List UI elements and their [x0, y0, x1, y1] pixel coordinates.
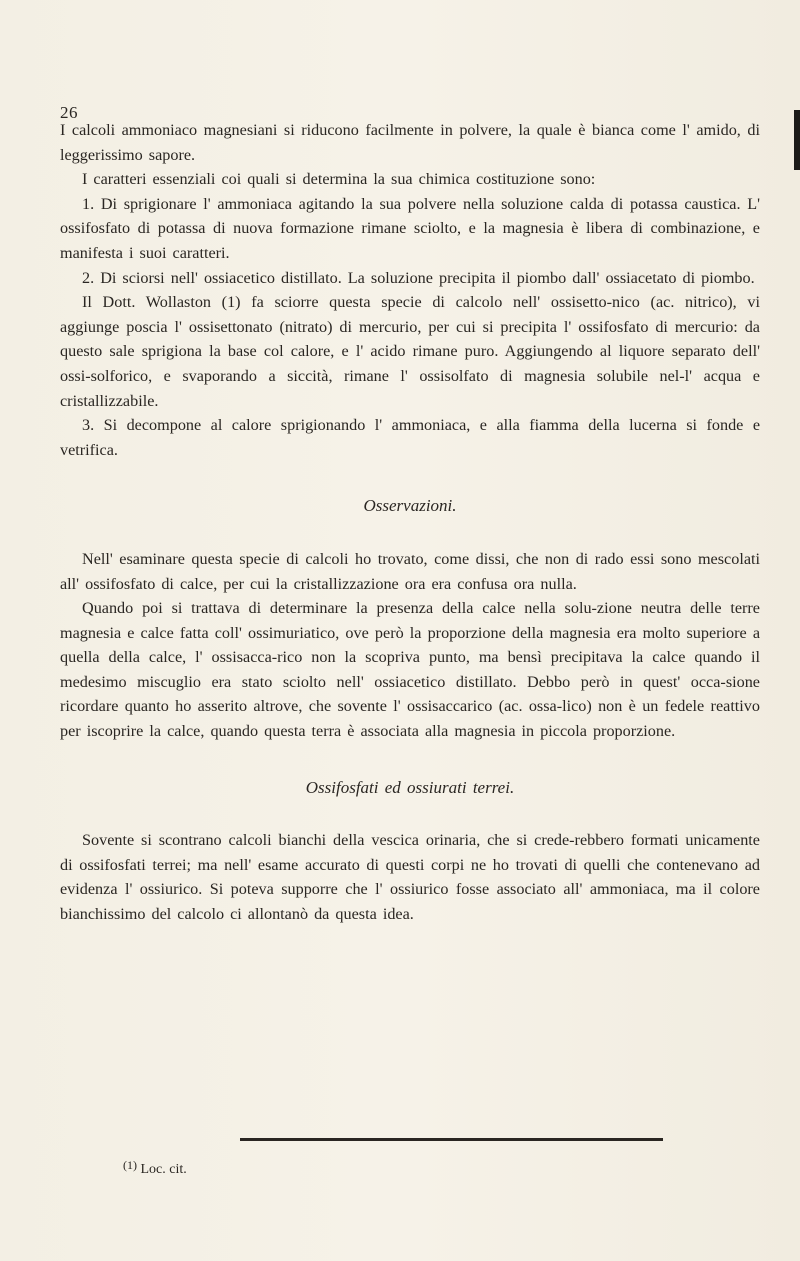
- paragraph: I calcoli ammoniaco magnesiani si riducono facilmente in polvere, la quale è bianca come l' amido, di leggerissimo sapore.: [60, 121, 760, 164]
- paragraph: 3. Si decompone al calore sprigionando l' ammoniaca, e alla fiamma della lucerna si fonde e vetrifica.: [60, 416, 760, 459]
- footnote-mark: (1): [123, 1158, 137, 1172]
- page-number: 26: [60, 103, 78, 122]
- footnote-rule: [240, 1138, 663, 1141]
- paragraph: I caratteri essenziali coi quali si determina la sua chimica costituzione sono:: [82, 170, 596, 189]
- section-heading: Osservazioni.: [363, 496, 457, 516]
- paragraph: Quando poi si trattava di determinare la presenza della calce nella solu-zione neutra delle terre magnesia e calce fatta coll' ossimuriatico, ove però la proporzione della magnesia era molto superiore a quella della calce, l' ossisacca-rico non la scopriva punto, ma bensì precipitava la calce quando il medesimo miscuglio era stato sciolto nell' ossiacetico distillato. Debbo però in quest' occa-sione ricordare quanto ho asserito altrove, che sovente l' ossisaccarico (ac. ossa-lico) non è un fedele reattivo per iscoprire la calce, quando questa terra è associata alla magnesia in piccola proporzione.: [60, 599, 760, 741]
- paragraph: Nell' esaminare questa specie di calcoli ho trovato, come dissi, che non di rado essi sono mescolati all' ossifosfato di calce, per cui la cristallizzazione ora era confusa ora nulla.: [60, 549, 760, 593]
- paragraph: 2. Di sciorsi nell' ossiacetico distillato. La soluzione precipita il piombo dall' ossiacetato di piombo.: [82, 268, 755, 287]
- footnote: [123, 1158, 187, 1178]
- page-body: [60, 118, 760, 927]
- paragraph: 1. Di sprigionare l' ammoniaca agitando la sua polvere nella soluzione calda di potassa caustica. L' ossifosfato di potassa di nuova formazione rimane sciolto, e la magnesia è libera di combinazione, e manifesta i suoi caratteri.: [60, 194, 760, 262]
- section-heading: Ossifosfati ed ossiurati terrei.: [305, 777, 515, 797]
- page-edge-mark: [794, 110, 800, 170]
- paragraph: Il Dott. Wollaston (1) fa sciorre questa specie di calcolo nell' ossisetto-nico (ac. nitrico), vi aggiunge poscia l' ossisettonato (nitrato) di mercurio, per cui si precipita l' ossifosfato di mercurio: da questo sale sprigiona la base col calore, e l' acido rimane puro. Aggiungendo al liquore separato dell' ossi-solforico, e svaporando a siccità, rimane l' ossisolfato di magnesia solubile nel-l' acqua e cristallizzabile.: [60, 293, 760, 410]
- footnote-text: Loc. cit.: [140, 1162, 187, 1177]
- paragraph: Sovente si scontrano calcoli bianchi della vescica orinaria, che si crede-rebbero formati unicamente di ossifosfati terrei; ma nell' esame accurato di questi corpi ne ho trovati di quelli che contenevano ad evidenza l' ossiurico. Si poteva supporre che l' ossiurico fosse associato all' ammoniaca, ma il colore bianchissimo del calcolo ci allontanò da questa idea.: [60, 831, 760, 924]
